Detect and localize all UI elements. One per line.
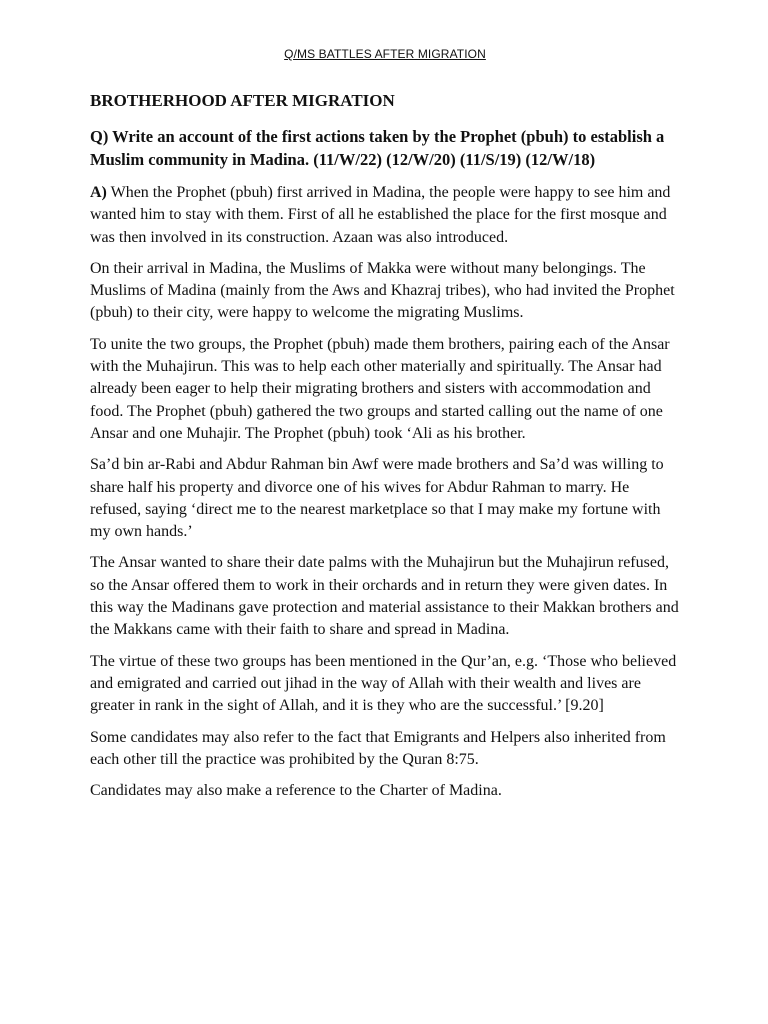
answer-first-text: When the Prophet (pbuh) first arrived in Madina, the people were happy to see him and wanted him to stay with them. First of all he established the place for the first mosque and was then involved in its construction. Azaan was also introduced.	[90, 184, 671, 246]
body-paragraph: Sa’d bin ar-Rabi and Abdur Rahman bin Awf were made brothers and Sa’d was willing to share half his property and divorce one of his wives for Abdur Rahman to marry. He refused, saying ‘direct me to the nearest marketplace so that I may make my fortune with my own hands.’	[90, 456, 664, 541]
body-paragraph: Candidates may also make a reference to the Charter of Madina.	[90, 782, 502, 800]
body-paragraph: Some candidates may also refer to the fact that Emigrants and Helpers also inherited from each other till the practice was prohibited by the Quran 8:75.	[90, 728, 666, 768]
answer-label: A)	[90, 184, 107, 201]
question-text: Q) Write an account of the first actions taken by the Prophet (pbuh) to establish a Muslim community in Madina. (11/W/22) (12/W/20) (11/S/19) (12/W/18)	[90, 127, 665, 169]
answer-paragraph	[90, 182, 680, 249]
body-paragraph: On their arrival in Madina, the Muslims of Makka were without many belongings. The Muslims of Madina (mainly from the Aws and Khazraj tribes), who had invited the Prophet (pbuh) to their city, were happy to welcome the migrating Muslims.	[90, 259, 675, 322]
body-paragraph: To unite the two groups, the Prophet (pbuh) made them brothers, pairing each of the Ansar with the Muhajirun. This was to help each other materially and spiritually. The Ansar had already been eager to help their migrating brothers and sisters with accommodation and food. The Prophet (pbuh) gathered the two groups and started calling out the name of one Ansar and one Muhajir. The Prophet (pbuh) took ‘Ali as his brother.	[90, 335, 670, 442]
section-title: BROTHERHOOD AFTER MIGRATION	[90, 91, 395, 110]
body-paragraph: The virtue of these two groups has been mentioned in the Qur’an, e.g. ‘Those who believed and emigrated and carried out jihad in the way of Allah with their wealth and lives are greater in rank in the sight of Allah, and it is they who are the successful.’ [9.20]	[90, 652, 677, 715]
page-header: Q/MS BATTLES AFTER MIGRATION	[284, 47, 486, 61]
body-paragraph: The Ansar wanted to share their date palms with the Muhajirun but the Muhajirun refused, so the Ansar offered them to work in their orchards and in return they were given dates. In this way the Madinans gave protection and material assistance to their Makkan brothers and the Makkans came with their faith to share and spread in Madina.	[90, 554, 679, 639]
